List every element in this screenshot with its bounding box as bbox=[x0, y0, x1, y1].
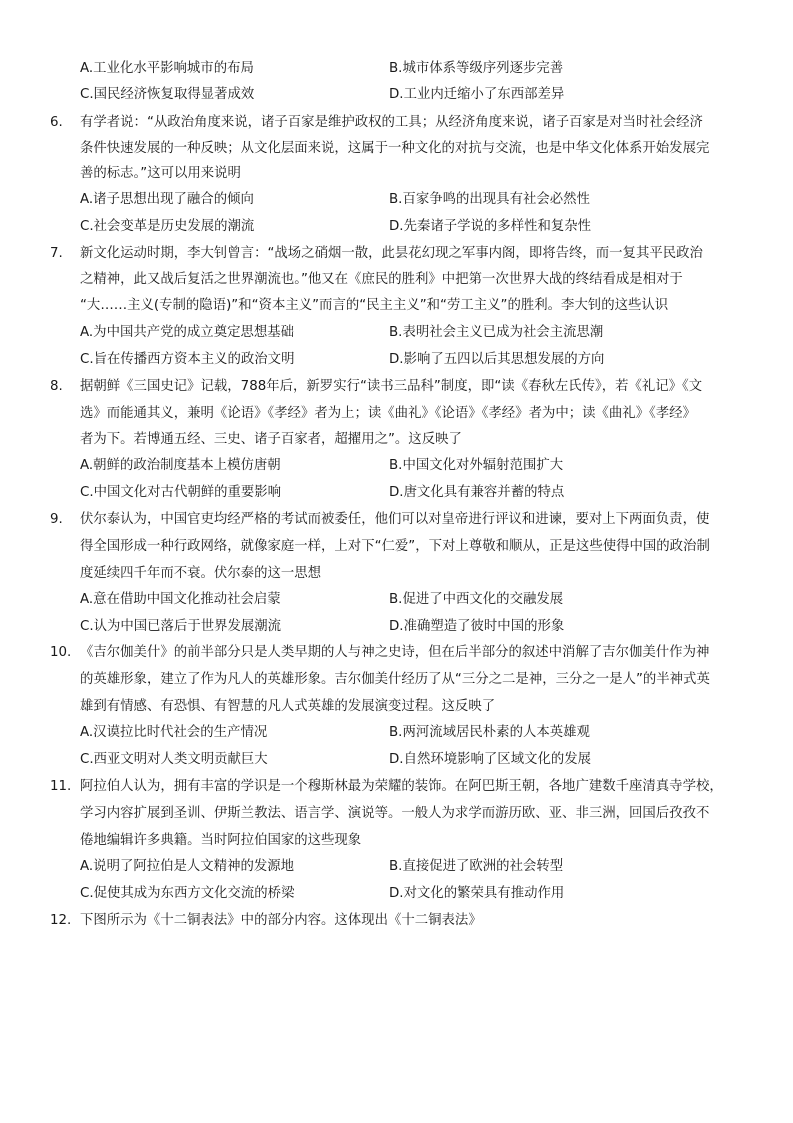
q7-stem-line: 新文化运动时期，李大钊曾言：“战场之硝烟一散，此昙花幻现之军事内阁，即将告终，而一复其平民政治 bbox=[80, 246, 703, 261]
q11-stem-line: 学习内容扩展到圣训、伊斯兰教法、语言学、演说等。一般人为求学而游历欧、亚、非三洲，回国后孜孜不 bbox=[80, 806, 710, 821]
q11-option-b: B.直接促进了欧洲的社会转型 bbox=[389, 859, 564, 874]
q5-option-a: A.工业化水平影响城市的布局 bbox=[80, 61, 254, 76]
q8-stem-line: 者为下。若博通五经、三史、诸子百家者，超擢用之”。这反映了 bbox=[80, 432, 462, 447]
q7-option-d: D.影响了五四以后其思想发展的方向 bbox=[389, 352, 605, 367]
q11-stem-line: 阿拉伯人认为，拥有丰富的学识是一个穆斯林最为荣耀的装饰。在阿巴斯王朝，各地广建数千座清真寺学校， bbox=[80, 779, 723, 794]
q11-option-a: A.说明了阿拉伯是人文精神的发源地 bbox=[80, 859, 295, 874]
q8-option-d: D.唐文化具有兼容并蓄的特点 bbox=[389, 485, 565, 500]
q5-option-d: D.工业内迁缩小了东西部差异 bbox=[389, 87, 565, 102]
q10-stem-line: 雄到有情感、有恐惧、有智慧的凡人式英雄的发展演变过程。这反映了 bbox=[80, 699, 496, 714]
q10-stem-line: 的英雄形象，建立了作为凡人的英雄形象。吉尔伽美什经历了从“三分之二是神，三分之一是人”的半神式英 bbox=[80, 672, 710, 687]
q6-stem-line: 条件快速发展的一种反映；从文化层面来说，这属于一种文化的对抗与交流，也是中华文化体系开始发展完 bbox=[80, 141, 710, 156]
q5-option-c: C.国民经济恢复取得显著成效 bbox=[80, 87, 255, 102]
q10-number: 10. bbox=[50, 645, 72, 660]
q6-number: 6. bbox=[50, 115, 63, 130]
q8-stem-line: 据朝鲜《三国史记》记载，788年后，新罗实行“读书三品科”制度，即“读《春秋左氏传》，若《礼记》《文 bbox=[80, 379, 703, 394]
q9-option-d: D.准确塑造了彼时中国的形象 bbox=[389, 619, 565, 634]
q9-option-c: C.认为中国已落后于世界发展潮流 bbox=[80, 619, 282, 634]
q8-option-a: A.朝鲜的政治制度基本上模仿唐朝 bbox=[80, 458, 281, 473]
q7-stem-line: 之精神，此又战后复活之世界潮流也。”他又在《庶民的胜利》中把第一次世界大战的终结看成是相对于 bbox=[80, 272, 683, 287]
q11-option-c: C.促使其成为东西方文化交流的桥梁 bbox=[80, 886, 295, 901]
q11-stem-line: 倦地编辑许多典籍。当时阿拉伯国家的这些现象 bbox=[80, 833, 362, 848]
q6-stem-line: 有学者说：“从政治角度来说，诸子百家是维护政权的工具；从经济角度来说，诸子百家是对当时社会经济 bbox=[80, 115, 703, 130]
q9-stem-line: 得全国形成一种行政网络，就像家庭一样，上对下“仁爱”，下对上尊敬和顺从，正是这些使得中国的政治制 bbox=[80, 539, 710, 554]
q6-stem-line: 善的标志。”这可以用来说明 bbox=[80, 166, 241, 181]
q6-option-c: C.社会变革是历史发展的潮流 bbox=[80, 219, 255, 234]
q7-stem-line: “大……主义(专制的隐语)”和“资本主义”而言的“民主主义”和“劳工主义”的胜利。李大钊的这些认识 bbox=[80, 298, 669, 313]
q7-option-a: A.为中国共产党的成立奠定思想基础 bbox=[80, 325, 295, 340]
q7-option-b: B.表明社会主义已成为社会主流思潮 bbox=[389, 325, 604, 340]
q9-number: 9. bbox=[50, 512, 63, 527]
q5-option-b: B.城市体系等级序列逐步完善 bbox=[389, 61, 564, 76]
q12-number: 12. bbox=[50, 913, 72, 928]
q10-option-a: A.汉谟拉比时代社会的生产情况 bbox=[80, 725, 268, 740]
q10-option-d: D.自然环境影响了区域文化的发展 bbox=[389, 752, 592, 767]
q9-stem-line: 伏尔泰认为，中国官吏均经严格的考试而被委任，他们可以对皇帝进行评议和进谏，要对上下两面负责，使 bbox=[80, 512, 710, 527]
q10-option-c: C.西亚文明对人类文明贡献巨大 bbox=[80, 752, 268, 767]
q8-option-c: C.中国文化对古代朝鲜的重要影响 bbox=[80, 485, 282, 500]
q8-stem-line: 选》而能通其义，兼明《论语》《孝经》者为上；读《曲礼》《论语》《孝经》者为中；读《曲礼》《孝经》 bbox=[80, 406, 696, 421]
q10-stem-line: 《吉尔伽美什》的前半部分只是人类早期的人与神之史诗，但在后半部分的叙述中消解了吉尔伽美什作为神 bbox=[80, 645, 710, 660]
q9-stem-line: 度延续四千年而不衰。伏尔泰的这一思想 bbox=[80, 566, 322, 581]
q10-option-b: B.两河流域居民朴素的人本英雄观 bbox=[389, 725, 590, 740]
q11-number: 11. bbox=[50, 779, 72, 794]
q6-option-d: D.先秦诸子学说的多样性和复杂性 bbox=[389, 219, 592, 234]
q8-option-b: B.中国文化对外辐射范围扩大 bbox=[389, 458, 564, 473]
q7-option-c: C.旨在传播西方资本主义的政治文明 bbox=[80, 352, 295, 367]
q6-option-b: B.百家争鸣的出现具有社会必然性 bbox=[389, 192, 590, 207]
q6-option-a: A.诸子思想出现了融合的倾向 bbox=[80, 192, 254, 207]
q8-number: 8. bbox=[50, 379, 63, 394]
q11-option-d: D.对文化的繁荣具有推动作用 bbox=[389, 886, 565, 901]
q9-option-b: B.促进了中西文化的交融发展 bbox=[389, 592, 564, 607]
q12-stem-line: 下图所示为《十二铜表法》中的部分内容。这体现出《十二铜表法》 bbox=[80, 913, 482, 928]
q7-number: 7. bbox=[50, 246, 63, 261]
q9-option-a: A.意在借助中国文化推动社会启蒙 bbox=[80, 592, 281, 607]
